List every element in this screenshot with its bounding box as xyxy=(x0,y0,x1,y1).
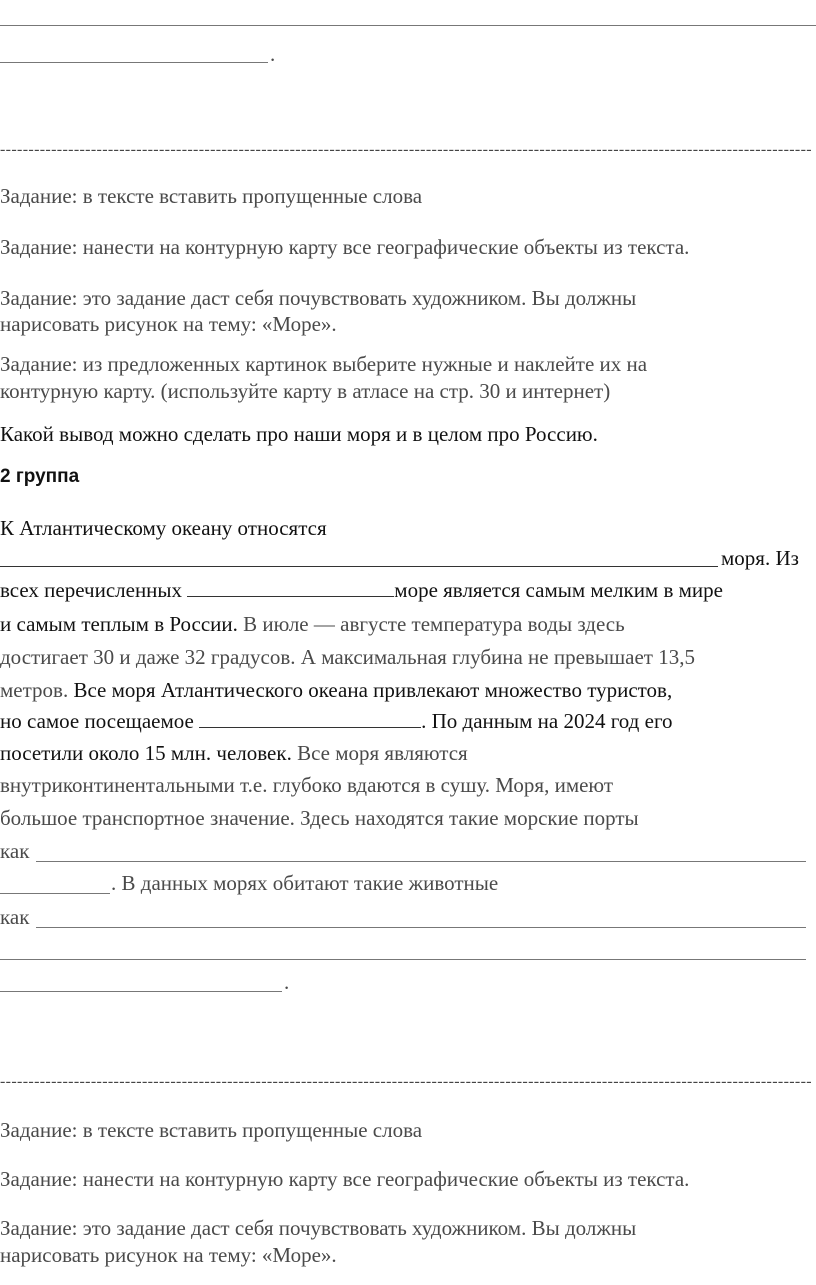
blank-most-visited-sea xyxy=(199,726,421,728)
task-draw-line2: нарисовать рисунок на тему: «Море». xyxy=(0,312,337,336)
text-line-6-a: метров. xyxy=(0,678,74,702)
text-line-4-b: В июле — августе температура воды здесь xyxy=(237,612,625,636)
text-line-9: внутриконтинентальными т.е. глубоко вдаются в сушу. Моря, имеют xyxy=(0,773,614,797)
blank-animals xyxy=(36,927,806,928)
text-line-6-b: Все моря Атлантического океана привлекают множество туристов, xyxy=(73,678,673,702)
text-line-10: большое транспортное значение. Здесь находятся такие морские порты xyxy=(0,806,639,830)
text-line-5: достигает 30 и даже 32 градусов. А максимальная глубина не превышает 13,5 xyxy=(0,645,695,669)
dashed-separator-2: ----------------------------------------------------------------------------------------------------------------------------------------------- xyxy=(0,1074,812,1090)
text-line-3-b: море является самым мелким в мире xyxy=(394,578,723,602)
blank-shallowest-sea xyxy=(187,595,394,597)
task-insert-words-2: Задание: в тексте вставить пропущенные слова xyxy=(0,1118,423,1142)
dashed-separator: ----------------------------------------------------------------------------------------------------------------------------------------------- xyxy=(0,142,812,158)
answer-line xyxy=(0,25,816,26)
blank-ports xyxy=(36,861,806,862)
text-line-1: К Атлантическому океану относятся xyxy=(0,516,327,540)
line-end-dot-2: . xyxy=(284,970,290,994)
task-pictures-line1: Задание: из предложенных картинок выберите нужные и наклейте их на xyxy=(0,352,648,376)
text-line-4-a: и самым теплым в России. xyxy=(0,612,238,636)
blank-ports-continued xyxy=(0,893,110,894)
text-line-8-b: Все моря являются xyxy=(291,741,468,765)
task-draw-line2-2: нарисовать рисунок на тему: «Море». xyxy=(0,1243,337,1267)
blank-seas-list xyxy=(0,566,718,567)
text-line-3 xyxy=(0,580,723,601)
text-line-7 xyxy=(0,711,673,732)
task-draw-line1-2: Задание: это задание даст себя почувствовать художником. Вы должны xyxy=(0,1216,637,1240)
blank-animals-line2 xyxy=(0,959,806,960)
text-line-2-end: моря. Из xyxy=(721,546,799,570)
text-line-6 xyxy=(0,680,672,701)
text-line-8-a: посетили около 15 млн. человек. xyxy=(0,741,292,765)
task-insert-words: Задание: в тексте вставить пропущенные слова xyxy=(0,184,423,208)
task-contour-map: Задание: нанести на контурную карту все географические объекты из текста. xyxy=(0,235,690,259)
text-line-4 xyxy=(0,614,625,635)
text-line-13: как xyxy=(0,905,30,929)
text-line-3-a: всех перечисленных xyxy=(0,578,188,602)
group-heading: 2 группа xyxy=(0,466,80,487)
text-line-8 xyxy=(0,743,468,764)
text-line-7-b: . По данным на 2024 год его xyxy=(421,709,673,733)
answer-line xyxy=(0,62,268,63)
task-draw-line1: Задание: это задание даст себя почувствовать художником. Вы должны xyxy=(0,286,637,310)
text-line-12: . В данных морях обитают такие животные xyxy=(111,871,499,895)
blank-animals-line3 xyxy=(0,991,282,992)
line-end-dot: . xyxy=(270,42,276,66)
text-line-11: как xyxy=(0,839,30,863)
text-line-7-a: но самое посещаемое xyxy=(0,709,200,733)
task-contour-map-2: Задание: нанести на контурную карту все географические объекты из текста. xyxy=(0,1167,690,1191)
task-pictures-line2: контурную карту. (используйте карту в атласе на стр. 30 и интернет) xyxy=(0,379,611,403)
conclusion-question: Какой вывод можно сделать про наши моря и в целом про Россию. xyxy=(0,422,598,446)
